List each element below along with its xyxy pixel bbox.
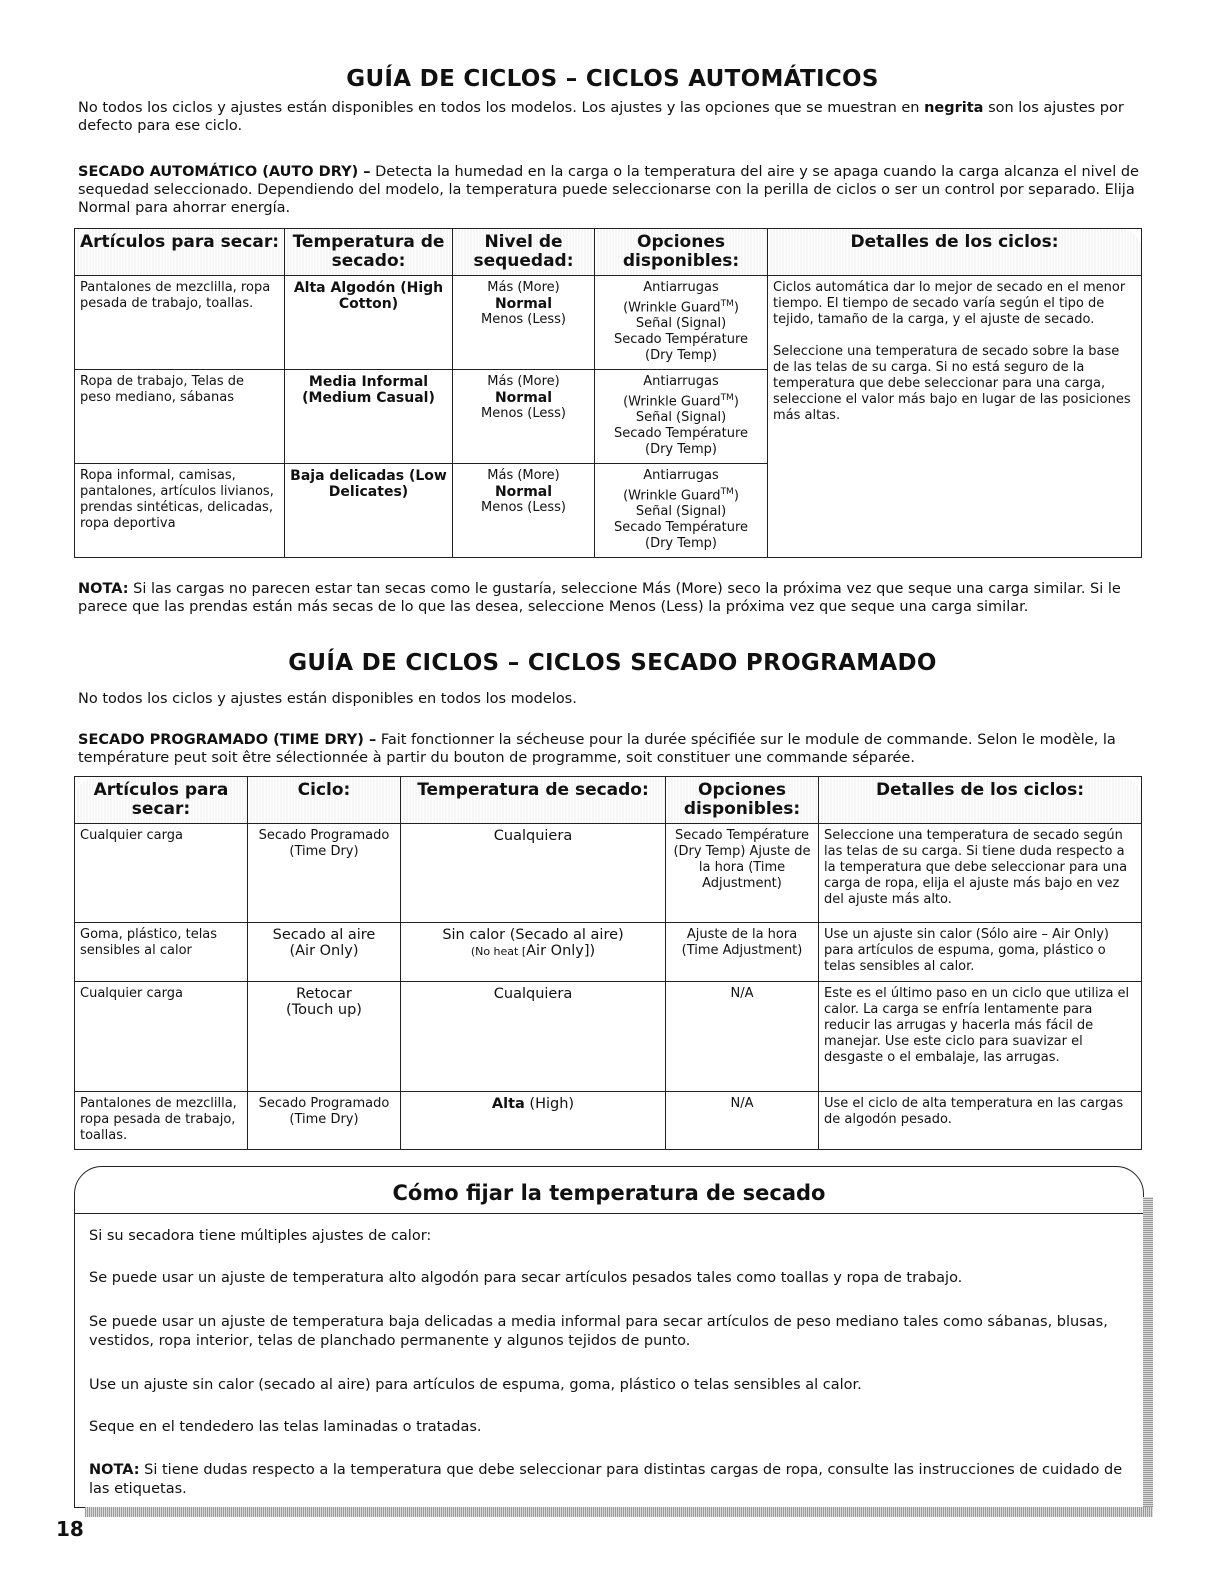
table-header-row	[75, 777, 1142, 824]
header-details: Detalles de los ciclos:	[768, 229, 1142, 276]
header-items: Artículos para secar:	[75, 777, 248, 824]
row-temperature: Alta Algodón (High Cotton)	[285, 276, 453, 370]
row-items: Ropa de trabajo, Telas de peso mediano, sábanas	[75, 370, 285, 464]
row-temperature: Media Informal (Medium Casual)	[285, 370, 453, 464]
time-dry-label: SECADO PROGRAMADO (TIME DRY) –	[78, 732, 377, 748]
row-options: N/A	[666, 1092, 819, 1150]
row-options: Antiarrugas (Wrinkle Guard™) Señal (Signal) Secado Température (Dry Temp)	[595, 276, 768, 370]
temp-high-en: (High)	[524, 1096, 575, 1112]
row-dryness	[453, 464, 595, 558]
row-items: Ropa informal, camisas, pantalones, artículos livianos, prendas sintéticas, delicadas, ropa deportiva	[75, 464, 285, 558]
option-wrinkle-guard: (Wrinkle Guard	[623, 488, 721, 504]
header-temperature: Temperatura de secado:	[285, 229, 453, 276]
row-options: Antiarrugas (Wrinkle Guard™) Señal (Signal) Secado Température (Dry Temp)	[595, 370, 768, 464]
auto-dry-label: SECADO AUTOMÁTICO (AUTO DRY) –	[78, 164, 371, 180]
row-temperature: Cualquiera	[401, 982, 666, 1092]
row-temperature	[401, 1092, 666, 1150]
cycle-name: Retocar	[296, 986, 352, 1002]
section1-title: GUÍA DE CICLOS – CICLOS AUTOMÁTICOS	[346, 66, 879, 92]
level-normal: Normal	[494, 296, 553, 312]
level-normal: Normal	[494, 484, 553, 500]
row-details: Use el ciclo de alta temperatura en las cargas de algodón pesado.	[819, 1092, 1142, 1150]
header-items: Artículos para secar:	[75, 229, 285, 276]
box-note	[89, 1461, 1129, 1499]
box-para-3: Se puede usar un ajuste de temperatura baja delicadas a media informal para secar artículos de peso mediano tales como sábanas, blusas, vestidos, ropa interior, telas de planchado permanente y algunos tejidos de punto.	[89, 1314, 1108, 1349]
option-wrinkle-guard: (Wrinkle Guard	[623, 394, 721, 410]
level-less: Menos (Less)	[480, 312, 566, 327]
auto-details-cell	[768, 276, 1142, 558]
level-more: Más (More)	[487, 468, 560, 483]
row-cycle	[248, 824, 401, 923]
header-options: Opciones disponibles:	[666, 777, 819, 824]
table-header-row	[75, 229, 1142, 276]
table-row	[75, 1092, 1142, 1150]
time-dry-text: Fait fonctionner la sécheuse pour la durée spécifiée sur le module de commande. Selon le modèle, la température peut soit être sélectionnée à partir du bouton de programme, soit constituer une commande séparée.	[78, 732, 1116, 766]
cycle-name-en: (Air Only)	[289, 943, 359, 959]
box-note-text: Si tiene dudas respecto a la temperatura que debe seleccionar para distintas cargas de ropa, consulte las instrucciones de cuidado de las etiquetas.	[89, 1462, 1123, 1497]
section2-title: GUÍA DE CICLOS – CICLOS SECADO PROGRAMADO	[288, 650, 937, 676]
option-signal: Señal (Signal)	[635, 316, 727, 332]
cycle-name: Secado Programado	[258, 828, 390, 843]
cycle-name-en: (Time Dry)	[289, 1112, 359, 1127]
header-dryness: Nivel de sequedad:	[453, 229, 595, 276]
row-details: Seleccione una temperatura de secado según las telas de su carga. Si tiene duda respecto a la temperatura que debe seleccionar para una carga de ropa, elija el ajuste más bajo en vez del ajuste más alto.	[819, 824, 1142, 923]
temp-no-heat-en: (No heat [	[470, 945, 527, 958]
cycle-name-en: (Time Dry)	[289, 844, 359, 859]
tm-mark: TM	[720, 487, 734, 497]
section2-intro: No todos los ciclos y ajustes están disponibles en todos los modelos.	[78, 691, 577, 707]
box-para-4: Use un ajuste sin calor (secado al aire) para artículos de espuma, goma, plástico o telas sensibles al calor.	[89, 1377, 862, 1393]
temperature-setting-box	[74, 1166, 1144, 1508]
auto-dry-paragraph	[78, 163, 1158, 217]
tm-mark: TM	[720, 299, 734, 309]
table-row	[75, 824, 1142, 923]
row-details: Este es el último paso en un ciclo que utiliza el calor. La carga se enfría lentamente para reducir las arrugas y hacerla más fácil de manejar. Use este ciclo para suavizar el desgaste o el embalaje, las arrugas.	[819, 982, 1142, 1092]
details-para-a: Ciclos automática dar lo mejor de secado en el menor tiempo. El tiempo de secado varía según el tipo de tejido, tamaño de la carga, y el ajuste de secado.	[773, 280, 1126, 327]
row-options: N/A	[666, 982, 819, 1092]
header-options: Opciones disponibles:	[595, 229, 768, 276]
header-details: Detalles de los ciclos:	[819, 777, 1142, 824]
row-items: Cualquier carga	[75, 982, 248, 1092]
box-shadow-bottom	[85, 1507, 1153, 1517]
auto-dry-text: Detecta la humedad en la carga o la temperatura del aire y se apaga cuando la carga alcanza el nivel de sequedad seleccionado. Dependiendo del modelo, la temperatura puede seleccionarse con la perilla de ciclos o ser un control por separado. Elija Normal para ahorrar energía.	[78, 164, 1139, 216]
auto-cycles-table	[74, 228, 1142, 558]
row-options: Secado Température (Dry Temp) Ajuste de la hora (Time Adjustment)	[666, 824, 819, 923]
intro-text-b: son los ajustes por defecto para ese ciclo.	[78, 100, 1124, 134]
row-cycle	[248, 1092, 401, 1150]
row-options: Ajuste de la hora (Time Adjustment)	[666, 923, 819, 982]
note-label: NOTA:	[78, 581, 129, 597]
row-items: Pantalones de mezclilla, ropa pesada de trabajo, toallas.	[75, 276, 285, 370]
option-wrinkle: Antiarrugas	[643, 374, 719, 389]
level-more: Más (More)	[487, 280, 560, 295]
header-cycle: Ciclo:	[248, 777, 401, 824]
row-temperature: Cualquiera	[401, 824, 666, 923]
level-less: Menos (Less)	[480, 406, 566, 421]
table-row	[75, 923, 1142, 982]
tm-mark: TM	[720, 393, 734, 403]
intro-text-a: No todos los ciclos y ajustes están disponibles en todos los modelos. Los ajustes y las opciones que se muestran en	[78, 100, 925, 116]
row-details: Use un ajuste sin calor (Sólo aire – Air Only) para artículos de espuma, goma, plástico o telas sensibles al calor.	[819, 923, 1142, 982]
cycle-name-en: (Touch up)	[286, 1002, 362, 1018]
option-signal: Señal (Signal)	[635, 504, 727, 520]
table-row	[75, 276, 1142, 370]
section1-note	[78, 580, 1158, 616]
row-cycle	[248, 982, 401, 1092]
box-title: Cómo fijar la temperatura de secado	[392, 1181, 826, 1205]
section1-intro	[78, 99, 1158, 135]
cycle-name: Secado Programado	[258, 1096, 390, 1111]
option-dry-temp: Secado Température (Dry Temp)	[613, 332, 749, 364]
row-temperature: Baja delicadas (Low Delicates)	[285, 464, 453, 558]
level-more: Más (More)	[487, 374, 560, 389]
box-para-5: Seque en el tendedero las telas laminadas o tratadas.	[89, 1419, 482, 1435]
row-temperature	[401, 923, 666, 982]
row-dryness	[453, 370, 595, 464]
box-note-label: NOTA:	[89, 1462, 140, 1478]
option-wrinkle-guard: (Wrinkle Guard	[623, 300, 721, 316]
row-options: Antiarrugas (Wrinkle Guard™) Señal (Signal) Secado Température (Dry Temp)	[595, 464, 768, 558]
temp-no-heat: Sin calor (Secado al aire)	[442, 927, 624, 943]
option-dry-temp: Secado Température (Dry Temp)	[613, 520, 749, 552]
box-para-2: Se puede usar un ajuste de temperatura alto algodón para secar artículos pesados tales como toallas y ropa de trabajo.	[89, 1270, 963, 1286]
temp-high-bold: Alta	[491, 1096, 525, 1112]
box-para-1: Si su secadora tiene múltiples ajustes de calor:	[89, 1228, 432, 1244]
row-items: Goma, plástico, telas sensibles al calor	[75, 923, 248, 982]
row-items: Pantalones de mezclilla, ropa pesada de trabajo, toallas.	[75, 1092, 248, 1150]
row-items: Cualquier carga	[75, 824, 248, 923]
note-text: Si las cargas no parecen estar tan secas como le gustaría, seleccione Más (More) seco la próxima vez que seque una carga similar. Si le parece que las prendas están más secas de lo que las desea, seleccione Menos (Less) la próxima vez que seque una carga similar.	[78, 581, 1121, 615]
option-wrinkle: Antiarrugas	[643, 468, 719, 483]
box-divider	[75, 1213, 1143, 1214]
header-temperature: Temperatura de secado:	[401, 777, 666, 824]
row-cycle	[248, 923, 401, 982]
option-wrinkle: Antiarrugas	[643, 280, 719, 295]
page-number: 18	[56, 1517, 84, 1541]
time-dry-table	[74, 776, 1142, 1150]
time-dry-paragraph	[78, 731, 1158, 767]
option-dry-temp: Secado Température (Dry Temp)	[613, 426, 749, 458]
level-normal: Normal	[494, 390, 553, 406]
temp-air-only: Air Only])	[526, 943, 596, 959]
box-shadow-right	[1143, 1197, 1153, 1517]
table-row	[75, 982, 1142, 1092]
option-signal: Señal (Signal)	[635, 410, 727, 426]
intro-bold: negrita	[924, 100, 984, 116]
row-dryness	[453, 276, 595, 370]
level-less: Menos (Less)	[480, 500, 566, 515]
cycle-name: Secado al aire	[272, 927, 376, 943]
details-para-b: Seleccione una temperatura de secado sobre la base de las telas de su carga. Si no está seguro de la temperatura que debe seleccionar para una carga, seleccione el valor más bajo en lugar de las posiciones más altas.	[773, 344, 1131, 423]
